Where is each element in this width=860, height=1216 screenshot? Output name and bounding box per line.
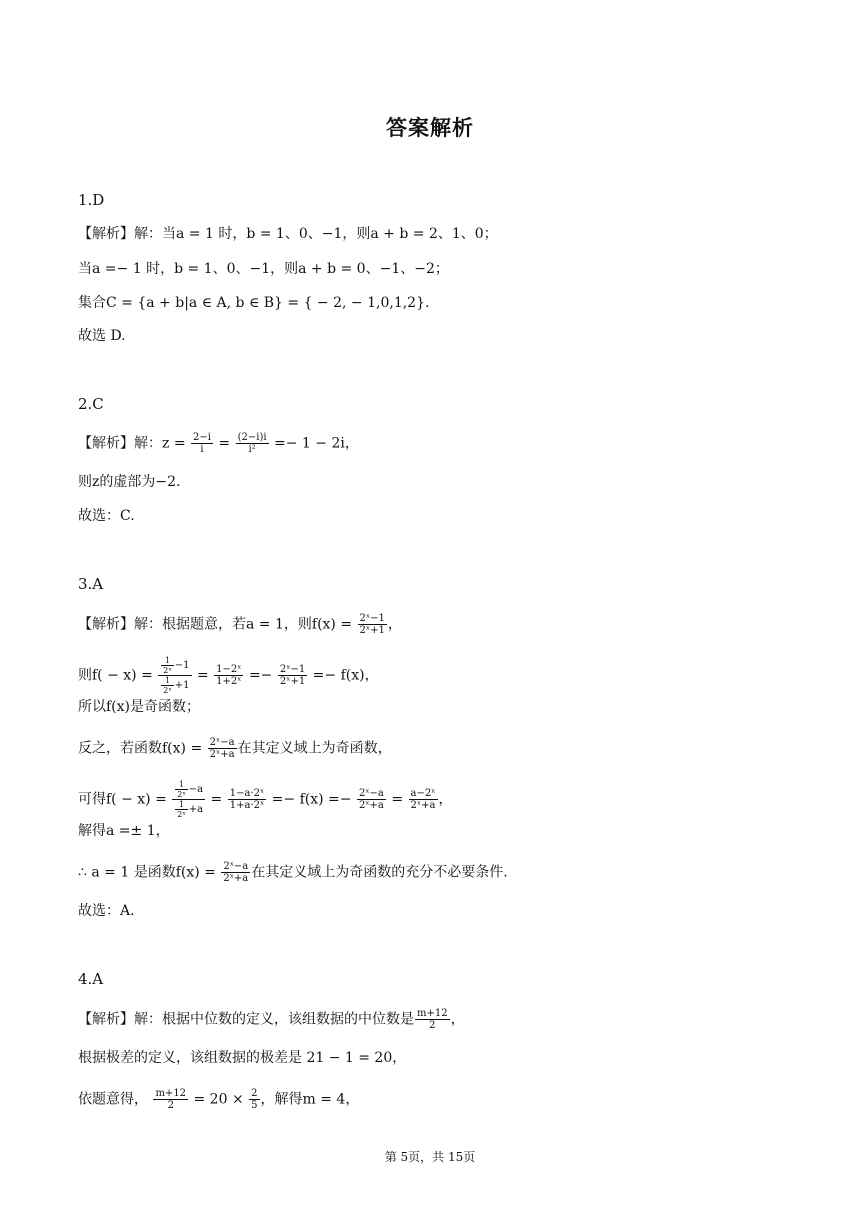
- q2-text: 【解析】解：z =: [78, 435, 186, 452]
- q1-text: 【解析】解：当: [78, 226, 176, 242]
- q3-answer: 3.A: [78, 575, 104, 593]
- q2-text: =− 1 − 2i，: [274, 435, 359, 452]
- q3-line-7: [78, 861, 508, 884]
- q3-text: =−: [248, 667, 273, 684]
- fraction: $\frac{2-i}{i}$: [193, 432, 211, 455]
- q3-text: 可得f( − x) =: [78, 791, 167, 808]
- q3-line-1: 【解析】解：根据题意，若a = 1，则f(x) = $\frac{\text{2ˣ−1}}{\text{2ˣ+1}}$ ，: [78, 613, 402, 636]
- q3-text: 反之，若函数f(x) =: [78, 740, 203, 757]
- fraction: $\frac{\text{1−a·2ˣ}}{\text{1+a·2ˣ}}$: [229, 788, 265, 811]
- q1-text: a = 1 时，b = 1、0、−1，则a + b = 2、1、0；: [176, 226, 498, 242]
- q4-line-2: 根据极差的定义，该组数据的极差是 21 − 1 = 20，: [78, 1050, 407, 1066]
- compound-fraction: $\frac{1}{\text{2ˣ}}$ −a $\frac{1}{\text{2ˣ}}$ +a: [172, 780, 205, 819]
- q4-text: 【解析】解：根据中位数的定义，该组数据的中位数是: [78, 1011, 414, 1028]
- page-title: 答案解析: [386, 116, 474, 140]
- q2-line-1: 【解析】解：z = $\frac{2-i}{i}$ = $\frac{(2-i)i}{\text{i²}}$ =− 1 − 2i，: [78, 432, 359, 455]
- fraction: $\frac{\text{1−2ˣ}}{\text{1+2ˣ}}$: [216, 664, 242, 687]
- q1-line-3: 集合C = {a + b|a ∈ A, b ∈ B} = { − 2, − 1,0,1,2}.: [78, 295, 430, 311]
- q3-text: 在其定义域上为奇函数的充分不必要条件.: [251, 864, 508, 881]
- fraction: $\frac{\text{2ˣ−1}}{\text{2ˣ+1}}$: [279, 664, 306, 687]
- fraction: $\frac{\text{2ˣ−a}}{\text{2ˣ+a}}$: [223, 861, 249, 884]
- fraction: $\frac{(2-i)i}{\text{i²}}$: [237, 432, 267, 455]
- q4-text: = 20 ×: [193, 1091, 244, 1108]
- fraction: $\frac{\text{a−2ˣ}}{\text{2ˣ+a}}$: [410, 788, 436, 811]
- q3-text: 在其定义域上为奇函数，: [237, 740, 392, 757]
- q1-line-2: 当a =− 1 时，b = 1、0、−1，则a + b = 0、−1、−2；: [78, 261, 449, 277]
- q3-line-6: 解得a =± 1，: [78, 823, 170, 839]
- q3-line-3: 所以f(x)是奇函数；: [78, 699, 201, 715]
- q4-text: 依题意得，: [78, 1091, 148, 1108]
- q3-text: 则f( − x) =: [78, 667, 153, 684]
- q2-line-2: 则z的虚部为−2.: [78, 474, 181, 490]
- q3-text: 【解析】解：根据题意，若a = 1，则f(x) =: [78, 616, 353, 633]
- q2-line-3: 故选：C.: [78, 508, 135, 524]
- q1-answer: 1.D: [78, 191, 105, 209]
- fraction: $\frac{\text{2ˣ−1}}{\text{2ˣ+1}}$: [359, 613, 385, 636]
- fraction: $\frac{\text{2ˣ−a}}{\text{2ˣ+a}}$: [209, 737, 235, 760]
- q1-line-4: 故选 D.: [78, 328, 126, 344]
- q3-line-8: 故选：A.: [78, 903, 135, 919]
- page-footer: 第 5页，共 15页: [384, 1150, 476, 1164]
- q4-line-3: [78, 1088, 359, 1111]
- fraction: $\frac{m+12}{2}$: [417, 1008, 448, 1031]
- q3-line-4: [78, 737, 392, 760]
- q3-line-5: 可得f( − x) = $\frac{1}{\text{2ˣ}}$ −a $\frac{1}{\text{2ˣ}}$ +a = $\frac{\text{1−a·2ˣ}}{\text{1+a·2ˣ}}$ =− f(x) =− $\frac{\text{2ˣ−a}}{\text{2ˣ+a}}$ = $\frac{\text{a−2ˣ}}{\text{2ˣ+a}}$ ，: [78, 780, 453, 819]
- q3-text: =− f(x) =−: [271, 791, 352, 808]
- q3-text: =− f(x)，: [312, 667, 379, 684]
- q3-text: ∴ a = 1 是函数f(x) =: [78, 864, 216, 881]
- fraction: $\frac{m+12}{2}$: [155, 1088, 187, 1111]
- q3-line-2: 则f( − x) = $\frac{1}{\text{2ˣ}}$ −1 $\frac{1}{\text{2ˣ}}$ +1 = $\frac{\text{1−2ˣ}}{\text{1+2ˣ}}$ =− $\frac{\text{2ˣ−1}}{\text{2ˣ+1}}$ =− f(x)，: [78, 656, 379, 695]
- q4-line-1: 【解析】解：根据中位数的定义，该组数据的中位数是 $\frac{m+12}{2}$ ，: [78, 1008, 465, 1031]
- q1-line-1: [78, 224, 498, 244]
- fraction: $\frac{2}{5}$: [251, 1088, 258, 1111]
- compound-fraction: $\frac{1}{\text{2ˣ}}$ −1 $\frac{1}{\text{2ˣ}}$ +1: [158, 656, 191, 695]
- q4-answer: 4.A: [78, 970, 104, 988]
- fraction: $\frac{\text{2ˣ−a}}{\text{2ˣ+a}}$: [358, 788, 384, 811]
- q4-text: ，解得m = 4，: [260, 1091, 360, 1108]
- q2-answer: 2.C: [78, 395, 104, 413]
